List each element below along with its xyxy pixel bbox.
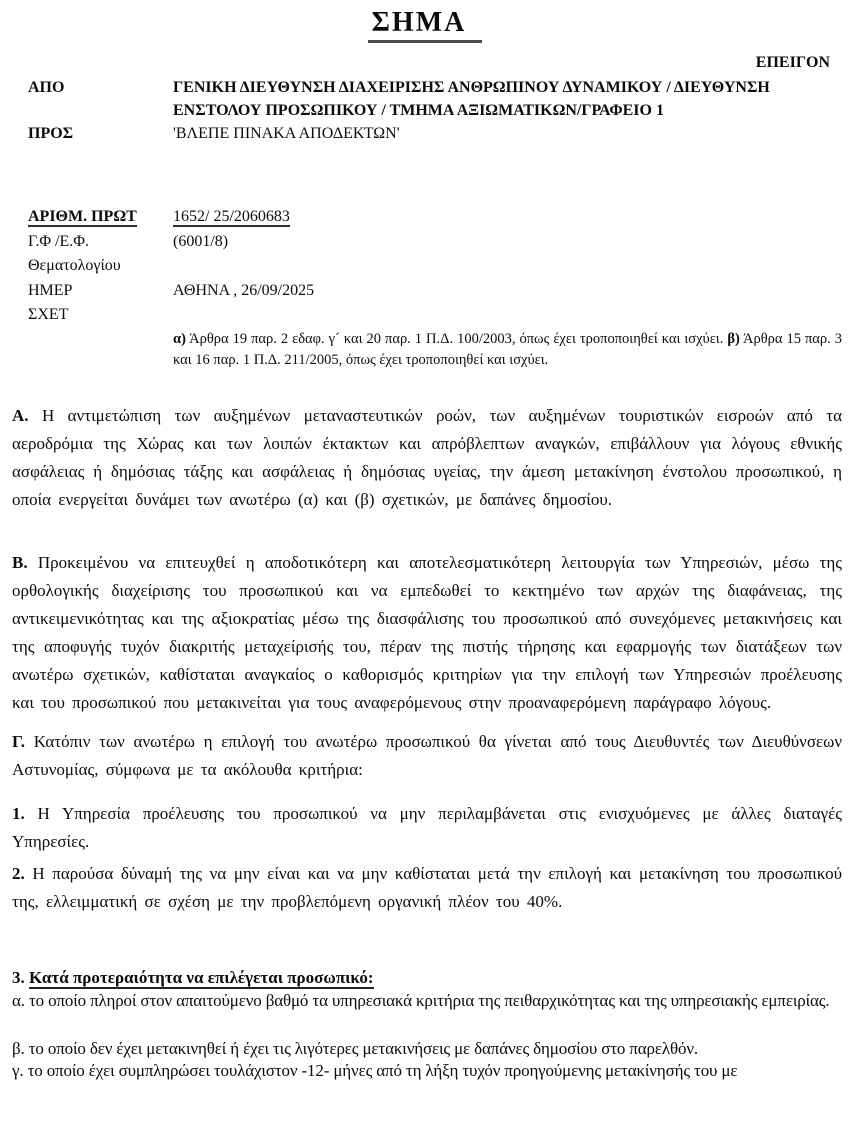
date-label: ΗΜΕΡ — [28, 281, 73, 299]
paragraph-a — [12, 402, 842, 514]
reference-b-prefix: β) — [727, 330, 740, 347]
criterion-2 — [12, 860, 842, 916]
date-value: ΑΘΗΝΑ , 26/09/2025 — [173, 281, 315, 299]
criterion-3-heading-text: Κατά προτεραιότητα να επιλέγεται προσωπικό: — [29, 967, 374, 987]
from-label: ΑΠΟ — [28, 79, 65, 96]
references-text — [173, 329, 842, 372]
to-value: 'ΒΛΕΠΕ ΠΙΝΑΚΑ ΑΠΟΔΕΚΤΩΝ' — [173, 125, 400, 142]
file-label: Γ.Φ /Ε.Φ. — [28, 232, 89, 250]
protocol-row — [28, 205, 842, 230]
criterion-1 — [12, 800, 842, 856]
title-row — [0, 0, 850, 43]
criterion-1-text: Η Υπηρεσία προέλευσης του προσωπικού να μην περιλαμβάνεται στις ενισχυόμενες με άλλες διαταγές Υπηρεσίες. — [12, 803, 843, 851]
file-row — [28, 230, 842, 255]
criterion-1-lead: 1. — [12, 803, 25, 823]
criterion-2-text: Η παρούσα δύναμή της να μην είναι και να μην καθίσταται μετά την επιλογή και μετακίνηση του προσωπικού της, ελλειμματική σε σχέση με την προβλεπόμενη οργανική πλέον του 40%. — [12, 863, 842, 911]
paragraph-a-text: Η αντιμετώπιση των αυξημένων μεταναστευτικών ροών, των αυξημένων τουριστικών εισροών από τα αεροδρόμια της Χώρας και των λοιπών έκτακτων και απρόβλεπτων αναγκών, επιβάλλουν για λόγους εθνικής ασφάλειας ή δημόσιας τάξης και ασφάλειας ή δημόσιας υγείας, την άμεση μετακίνηση ένστολου προσωπικού, η οποία ενεργείται δυνάμει των ανωτέρω (α) και (β) σχετικών, με δαπάνες δημοσίου. — [12, 405, 843, 509]
sub-item-b-text: το οποίο δεν έχει μετακινηθεί ή έχει τις λιγότερες μετακινήσεις με δαπάνες δημοσίου στο παρελθόν. — [28, 1038, 698, 1058]
from-value: ΓΕΝΙΚΗ ΔΙΕΥΘΥΝΣΗ ΔΙΑΧΕΙΡΙΣΗΣ ΑΝΘΡΩΠΙΝΟΥ ΔΥΝΑΜΙΚΟΥ / ΔΙΕΥΘΥΝΣΗ ΕΝΣΤΟΛΟΥ ΠΡΟΣΩΠΙΚΟΥ / ΤΜΗΜΑ ΑΞΙΩΜΑΤΙΚΩΝ/ΓΡΑΦΕΙΟ 1 — [173, 79, 770, 119]
paragraph-b-lead: Β. — [12, 552, 28, 572]
sub-item-a-text: το οποίο πληροί στον απαιτούμενο βαθμό τα υπηρεσιακά κριτήρια της πειθαρχικότητας και της υπηρεσιακής εμπειρίας. — [28, 990, 830, 1010]
sub-item-b-lead: β. — [12, 1038, 25, 1058]
protocol-value-cell — [173, 205, 290, 230]
sub-item-g — [12, 1060, 842, 1082]
paragraph-c — [12, 728, 842, 784]
reference-b-text: Άρθρα 15 παρ. 3 και 16 παρ. 1 Π.Δ. 211/2005, όπως έχει τροποποιηθεί και ισχύει. — [173, 330, 843, 368]
protocol-label: ΑΡΙΘΜ. ΠΡΩΤ — [28, 208, 137, 225]
sub-item-g-text: το οποίο έχει συμπληρώσει τουλάχιστον -12- μήνες από τη λήξη τυχόν προηγούμενης μετακίνησής του με — [27, 1060, 738, 1080]
file-label-line2: Θεματολογίου — [28, 257, 121, 274]
sub-item-b — [12, 1038, 842, 1060]
file-row-line2 — [28, 254, 842, 279]
reference-a-text: Άρθρα 19 παρ. 2 εδαφ. γ´ και 20 παρ. 1 Π.Δ. 100/2003, όπως έχει τροποποιηθεί και ισχύει. — [189, 330, 724, 347]
sub-item-g-lead: γ. — [12, 1060, 24, 1080]
reference-a-prefix: α) — [173, 330, 186, 347]
from-row — [28, 76, 842, 122]
criterion-3-lead: 3. — [12, 967, 25, 987]
protocol-value: 1652/ 25/2060683 — [173, 208, 290, 225]
sub-item-a — [12, 990, 842, 1012]
paragraph-c-text: Κατόπιν των ανωτέρω η επιλογή του ανωτέρω προσωπικού θα γίνεται από τους Διευθυντές των Διευθύνσεων Αστυνομίας, σύμφωνα με τα ακόλουθα κριτήρια: — [12, 731, 843, 779]
paragraph-b-text: Προκειμένου να επιτευχθεί η αποδοτικότερη και αποτελεσματικότερη λειτουργία των Υπηρεσιών, μέσω της ορθολογικής διαχείρισης του προσωπικού και να εμπεδωθεί το κεκτημένο των αρχών της διαφάνειας, της αντικειμενικότητας και της αξιοκρατίας μέσω της διασφάλισης του προσωπικού από συνεχόμενες μετακινήσεις και της αποφυγής τυχόν διακριτής μεταχείρισής του, πέραν της πιστής τήρησης και εφαρμογής των διατάξεων των ανωτέρω σχετικών, καθίσταται αναγκαίος ο καθορισμός κριτηρίων για την επιλογή των Υπηρεσιών προέλευσης και του προσωπικού που μετακινείται για τους αναφερόμενους στην προαναφερόμενη παράγραφο λόγους. — [12, 552, 843, 712]
meta-block — [28, 205, 842, 328]
urgency-label: ΕΠΕΙΓΟΝ — [755, 54, 830, 71]
date-row — [28, 279, 842, 304]
protocol-label-cell — [28, 205, 173, 230]
sub-item-a-lead: α. — [12, 990, 25, 1010]
references-row — [28, 303, 842, 328]
paragraph-a-lead: Α. — [12, 405, 29, 425]
criterion-2-lead: 2. — [12, 863, 25, 883]
to-row — [28, 122, 842, 145]
routing-header — [28, 76, 842, 145]
paragraph-c-lead: Γ. — [12, 731, 26, 751]
criterion-3-heading — [12, 966, 842, 990]
file-value: (6001/8) — [173, 232, 229, 250]
document-title: ΣΗΜΑ — [368, 7, 483, 43]
to-label: ΠΡΟΣ — [28, 125, 74, 142]
paragraph-b — [12, 549, 842, 717]
references-label: ΣΧΕΤ — [28, 306, 69, 323]
